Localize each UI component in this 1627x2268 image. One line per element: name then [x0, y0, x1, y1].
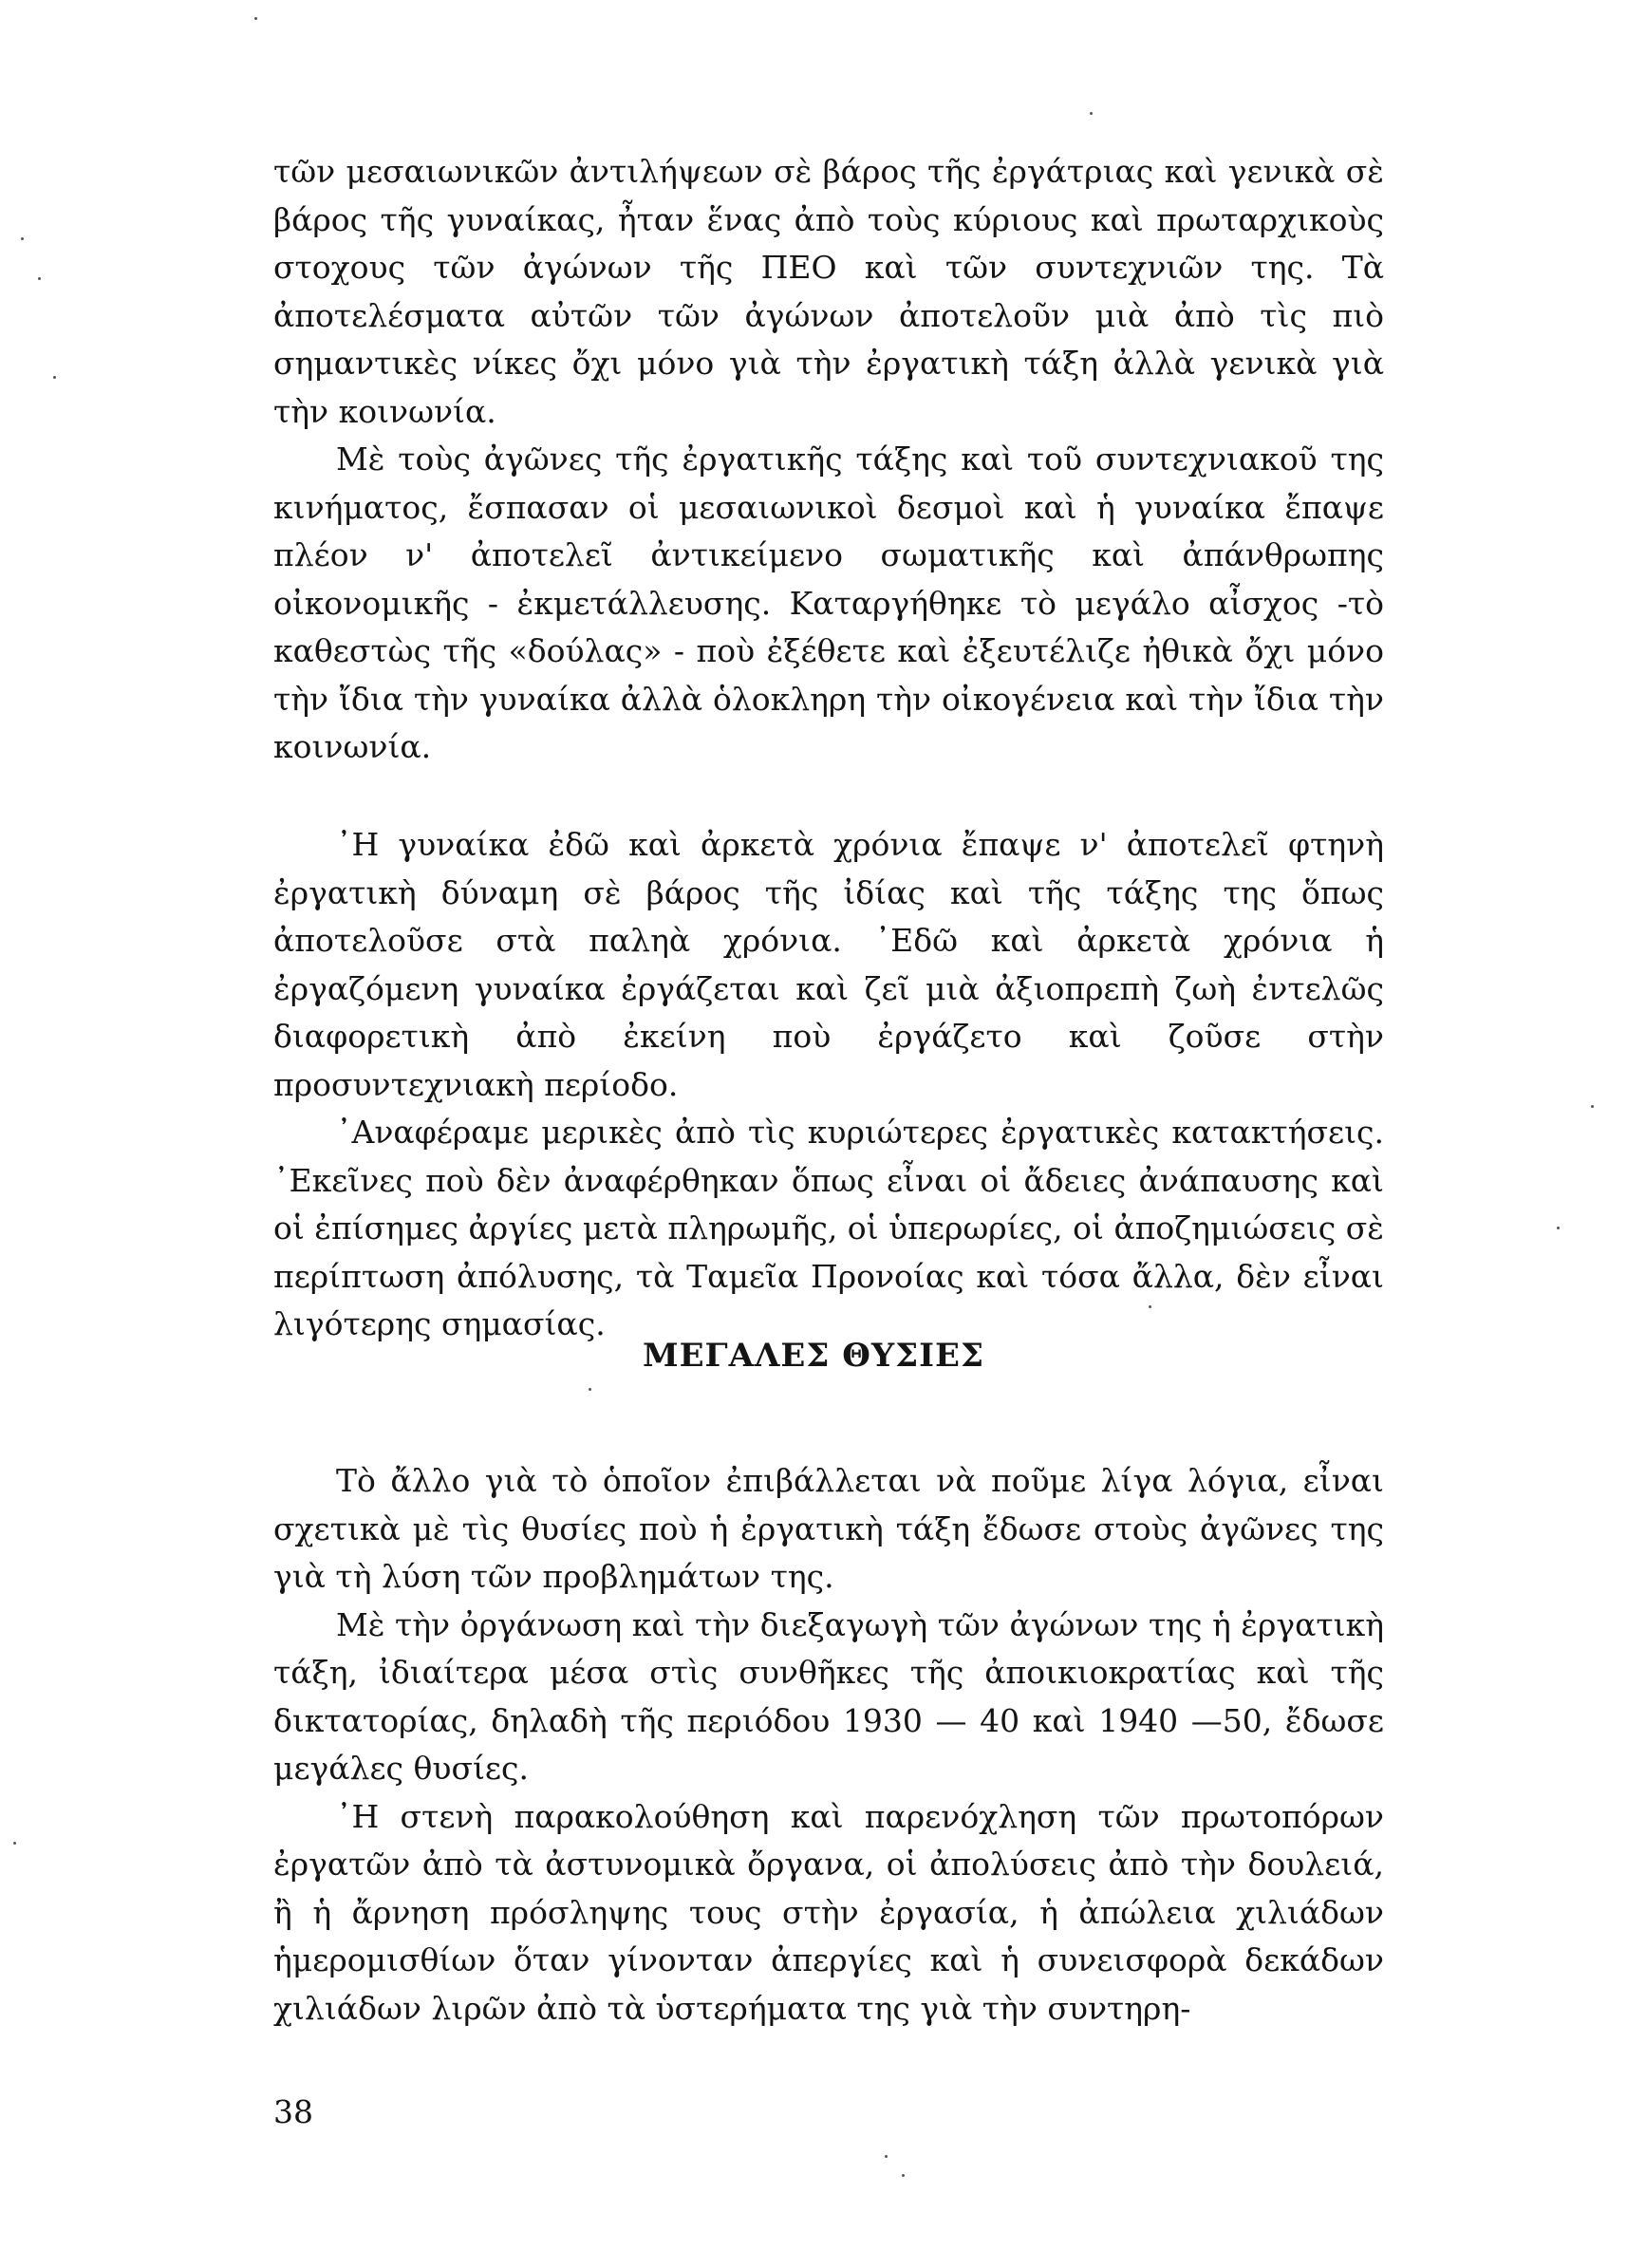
- paragraph: τῶν μεσαιωνικῶν ἀντιλήψεων σὲ βάρος τῆς ἐργάτριας καὶ γενικὰ σὲ βάρος τῆς γυναίκας, ἦταν ἕνας ἀπὸ τοὺς κύριους καὶ πρωταρχικοὺς στοχους τῶν ἀγώνων τῆς ΠΕΟ καὶ τῶν συντεχνιῶν της. Τὰ ἀποτελέσματα αὐτῶν τῶν ἀγώνων ἀποτελοῦν μιὰ ἀπὸ τὶς πιὸ σημαντικὲς νίκες ὄχι μόνο γιὰ τὴν ἐργατικὴ τάξη ἀλλὰ γενικὰ γιὰ τὴν κοινωνία.: [273, 153, 1384, 430]
- paragraph: ᾿Η γυναίκα ἐδῶ καὶ ἀρκετὰ χρόνια ἔπαψε ν' ἀποτελεῖ φτηνὴ ἐργατικὴ δύναμη σὲ βάρος τῆς ἰδίας καὶ τῆς τάξης της ὅπως ἀποτελοῦσε στὰ παληὰ χρόνια. ᾿Εδῶ καὶ ἀρκετὰ χρόνια ἡ ἐργαζόμενη γυναίκα ἐργάζεται καὶ ζεῖ μιὰ ἀξιοπρεπὴ ζωὴ ἐντελῶς διαφορετικὴ ἀπὸ ἐκείνη ποὺ ἐργάζετο καὶ ζοῦσε στὴν προσυντεχνιακὴ περίοδο.: [273, 826, 1384, 1103]
- scan-speck: [1591, 1105, 1594, 1108]
- paragraph: ᾿Η στενὴ παρακολούθηση καὶ παρενόχληση τῶν πρωτοπόρων ἐργατῶν ἀπὸ τὰ ἀστυνομικὰ ὄργανα, οἱ ἀπολύσεις ἀπὸ τὴν δουλειά, ἢ ἡ ἄρνηση πρόσληψης τους στὴν ἐργασία, ἡ ἀπώλεια χιλιάδων ἡμερομισθίων ὅταν γίνονταν ἀπεργίες καὶ ἡ συνεισφορὰ δεκάδων χιλιάδων λιρῶν ἀπὸ τὰ ὑστερήματα της γιὰ τὴν συντηρη-: [273, 1797, 1384, 2027]
- text-block-top: [273, 148, 1384, 772]
- scan-speck: [1557, 1227, 1560, 1229]
- scan-speck: [21, 237, 24, 240]
- scan-speck: [53, 376, 56, 379]
- scan-speck: [902, 2174, 905, 2177]
- paragraph: Τὸ ἄλλο γιὰ τὸ ὁποῖον ἐπιβάλλεται νὰ ποῦμε λίγα λόγια, εἶναι σχετικὰ μὲ τὶς θυσίες ποὺ ἡ ἐργατικὴ τάξη ἔδωσε στοὺς ἀγῶνες της γιὰ τὴ λύση τῶν προβλημάτων της.: [273, 1462, 1384, 1595]
- paragraph: Μὲ τὴν ὀργάνωση καὶ τὴν διεξαγωγὴ τῶν ἀγώνων της ἡ ἐργατικὴ τάξη, ἰδιαίτερα μέσα στὶς συνθῆκες τῆς ἀποικιοκρατίας καὶ τῆς δικτατορίας, δηλαδὴ τῆς περιόδου 1930 — 40 καὶ 1940 —50, ἔδωσε μεγάλες θυσίες.: [273, 1605, 1384, 1787]
- text-block-bottom: [273, 1457, 1384, 2033]
- scan-speck: [38, 277, 41, 280]
- scan-speck: [1149, 1305, 1151, 1308]
- scan-speck: [1090, 112, 1093, 115]
- paragraph: ᾿Αναφέραμε μερικὲς ἀπὸ τὶς κυριώτερες ἐργατικὲς κατακτήσεις. ᾿Εκεῖνες ποὺ δὲν ἀναφέρθηκαν ὅπως εἶναι οἱ ἄδειες ἀνάπαυσης καὶ οἱ ἐπίσημες ἀργίες μετὰ πληρωμῆς, οἱ ὑπερωρίες, οἱ ἀποζημιώσεις σὲ περίπτωση ἀπόλυσης, τὰ Ταμεῖα Προνοίας καὶ τόσα ἄλλα, δὲν εἶναι λιγότερης σημασίας.: [273, 1114, 1385, 1342]
- scan-speck: [254, 17, 257, 20]
- scan-speck: [13, 1842, 16, 1845]
- text-block-middle: [273, 821, 1384, 1349]
- paragraph: Μὲ τοὺς ἀγῶνες τῆς ἐργατικῆς τάξης καὶ τοῦ συντεχνιακοῦ της κινήματος, ἔσπασαν οἱ μεσαιωνικοὶ δεσμοὶ καὶ ἡ γυναίκα ἔπαψε πλέον ν' ἀποτελεῖ ἀντικείμενο σωματικῆς καὶ ἀπάνθρωπης οἰκονομικῆς - ἐκμετάλλευσης. Καταργήθηκε τὸ μεγάλο αἶσχος -τὸ καθεστὼς τῆς «δούλας» - ποὺ ἐξέθετε καὶ ἐξευτέλιζε ἠθικὰ ὄχι μόνο τὴν ἴδια τὴν γυναίκα ἀλλὰ ὁλοκληρη τὴν οἰκογένεια καὶ τὴν ἴδια τὴν κοινωνία.: [273, 440, 1384, 765]
- section-heading: ΜΕΓΑΛΕΣ ΘΥΣΙΕΣ: [642, 1337, 985, 1375]
- page-number: 38: [273, 2093, 313, 2130]
- scan-speck: [589, 1388, 591, 1391]
- scan-speck: [885, 2155, 888, 2158]
